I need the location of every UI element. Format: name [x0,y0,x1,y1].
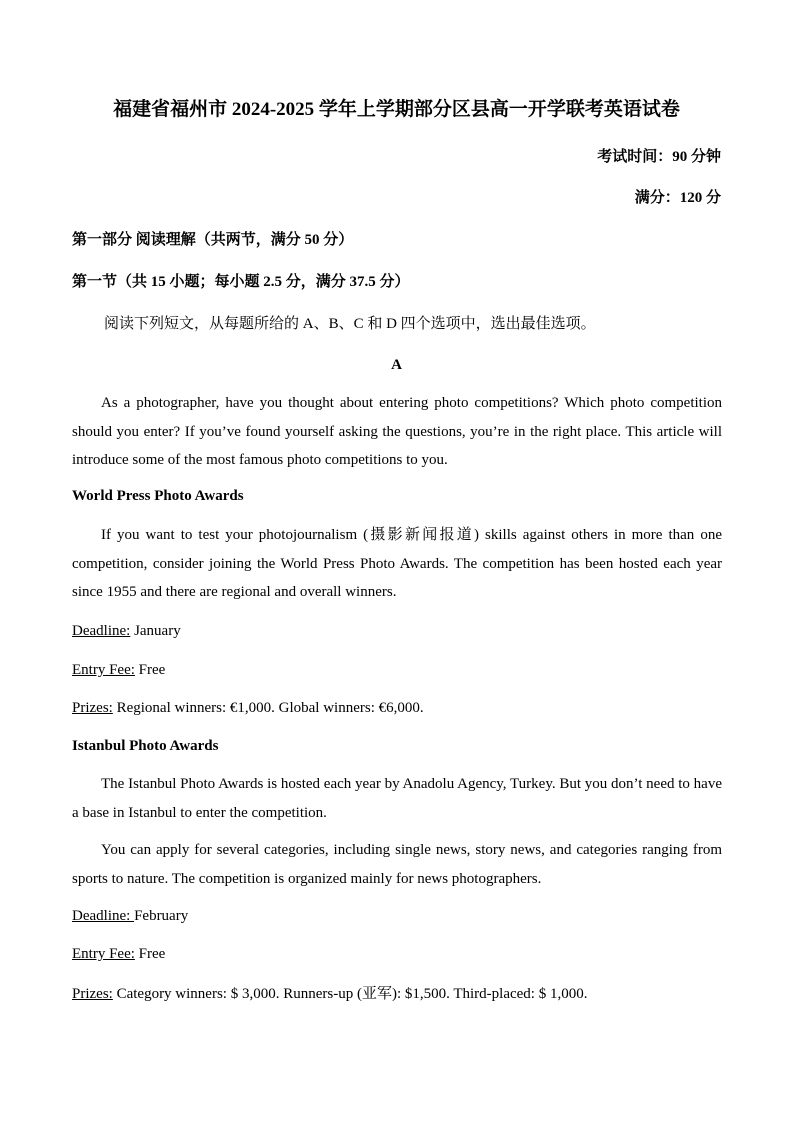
prizes-value: Regional winners: €1,000. Global winners: €6,000. [112,700,424,716]
deadline-label: Deadline: [72,623,131,639]
prizes-label: Prizes: [72,700,113,716]
intro-paragraph: As a photographer, have you thought about entering photo competitions? Which photo competition should you enter? If you’ve found yourself asking the questions, you’re in the right place. This article will introduce some of the most famous photo competitions to you. [72,395,722,468]
deadline-value: February [134,908,189,924]
exam-title: 福建省福州市 2024-2025 学年上学期部分区县高一开学联考英语试卷 [113,99,680,120]
ipa-fee [72,944,722,964]
ipa-paragraph-2: You can apply for several categories, including single news, story news, and categories ranging from sports to nature. The competition is organized mainly for news photographers. [72,842,722,887]
exam-score: 满分：120 分 [634,190,721,206]
prizes-label: Prizes: [72,986,113,1002]
wppa-deadline [72,621,722,641]
exam-time: 考试时间：90 分钟 [597,149,721,165]
fee-label: Entry Fee: [72,662,135,678]
wppa-fee [72,660,722,680]
part-heading: 第一部分 阅读理解（共两节，满分 50 分） [72,232,354,248]
deadline-value: January [130,623,181,639]
passage-label: A [391,357,402,373]
ipa-prizes [72,984,722,1004]
prizes-value: Category winners: $ 3,000. Runners-up (亚军): $1,500. Third-placed: $ 1,000. [112,986,588,1002]
fee-label: Entry Fee: [72,946,135,962]
deadline-label: Deadline: [72,908,135,924]
section-heading: 第一节（共 15 小题；每小题 2.5 分，满分 37.5 分） [72,274,410,290]
fee-value: Free [134,946,166,962]
ipa-heading: Istanbul Photo Awards [72,738,219,754]
fee-value: Free [134,662,166,678]
ipa-deadline [72,906,722,926]
instruction-text: 阅读下列短文，从每题所给的 A、B、C 和 D 四个选项中，选出最佳选项。 [104,316,596,332]
wppa-heading: World Press Photo Awards [72,488,244,504]
wppa-prizes [72,698,722,718]
ipa-paragraph-1: The Istanbul Photo Awards is hosted each year by Anadolu Agency, Turkey. But you don’t need to have a base in Istanbul to enter the competition. [72,776,722,821]
wppa-paragraph: If you want to test your photojournalism (摄影新闻报道) skills against others in more than one competition, consider joining the World Press Photo Awards. The competition has been hosted each year since 1955 and there are regional and overall winners. [72,527,722,600]
